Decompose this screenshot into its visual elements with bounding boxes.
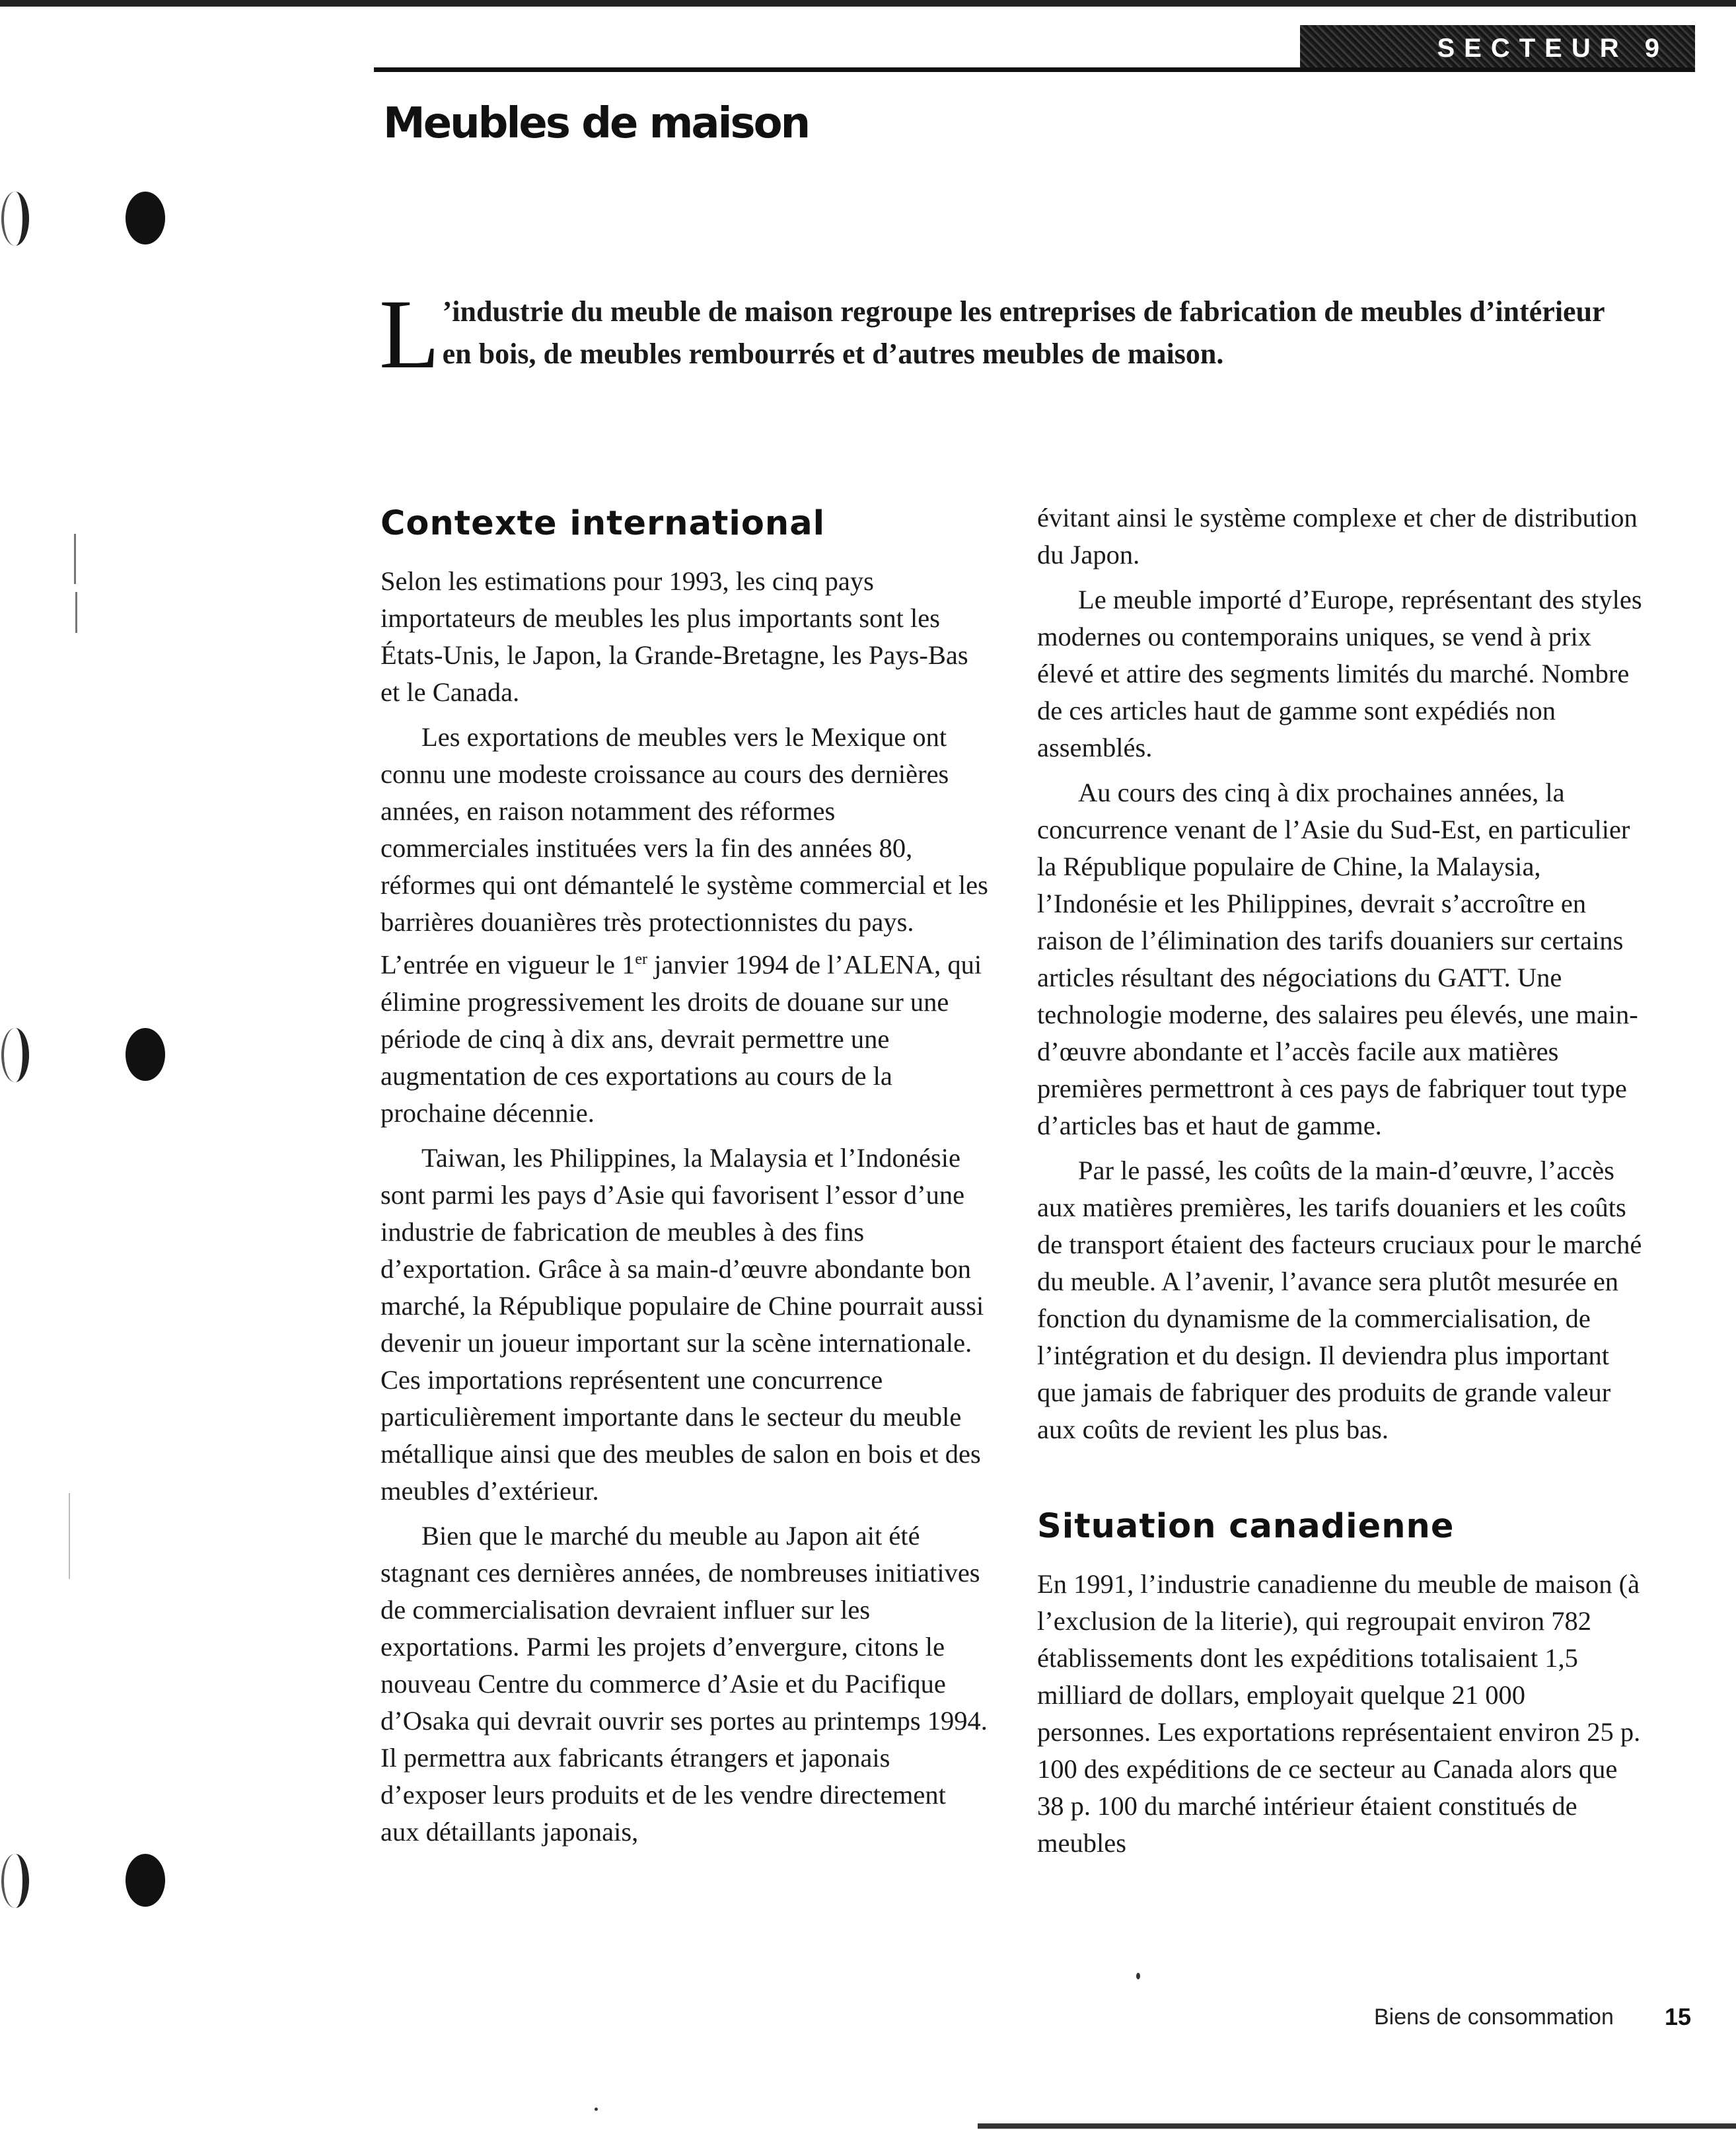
superscript: er — [635, 951, 647, 968]
heading-situation-canadienne: Situation canadienne — [1037, 1507, 1455, 1546]
binder-hole-middle — [126, 1028, 165, 1081]
footer-section-label: Biens de consommation — [1374, 2004, 1614, 2030]
header-rule — [374, 67, 1695, 72]
paragraph: En 1991, l’industrie canadienne du meuble de maison (à l’exclusion de la literie), qui regroupait environ 782 établissements dont les expéditions totalisaient 1,5 milliard de dollars, employait quelque 21 000 personnes. Les exportations représentaient environ 25 p. 100 des expéditions de ce secteur au Canada alors que 38 p. 100 du marché intérieur étaient constitués de meubles — [1037, 1569, 1641, 1858]
paragraph-text: Les exportations de meubles vers le Mexique ont connu une modeste croissance au cours des dernières années, en raison notamment des réformes commerciales instituées vers la fin des années 80, réformes qui ont démantelé le système commercial et les barrières douanières très protectionnistes du pays. L’entrée en vigueur le 1 — [380, 722, 988, 980]
paragraph: Taiwan, les Philippines, la Malaysia et l’Indonésie sont parmi les pays d’Asie qui favorisent l’essor d’une industrie de fabrication de meubles à des fins d’exportation. Grâce à sa main-d’œuvre abondante bon marché, la République populaire de Chine pourrait aussi devenir un joueur important sur la scène internationale. Ces importations représentent une concurrence particulièrement importante dans le secteur du meuble métallique ainsi que des meubles de salon en bois et des meubles d’extérieur. — [380, 1142, 984, 1506]
paragraph: Au cours des cinq à dix prochaines années, la concurrence venant de l’Asie du Sud-Est, en particulier la République populaire de Chine, la Malaysia, l’Indonésie et les Philippines, devrait s’accroître en raison de l’élimination des tarifs douaniers sur certains articles résultant des négociations du GATT. Une technologie moderne, des salaires peu élevés, une main-d’œuvre abondante et l’accès facile aux matières premières permettront à ces pays de fabriquer tout type d’articles bas et haut de gamme. — [1037, 778, 1638, 1140]
paragraph: Bien que le marché du meuble au Japon ait été stagnant ces dernières années, de nombreuses initiatives de commercialisation devraient influer sur les exportations. Parmi les projets d’envergure, citons le nouveau Centre du commerce d’Asie et du Pacifique d’Osaka qui devrait ouvrir ses portes au printemps 1994. Il permettra aux fabricants étrangers et japonais d’exposer leurs produits et de les vendre directement aux détaillants japonais, — [380, 1520, 988, 1847]
paragraph-text: janvier 1994 de l’ALENA, qui élimine progressivement les droits de douane sur une période de cinq à dix ans, devrait permettre une augmentation de ces exportations au cours de la prochaine décennie. — [380, 949, 982, 1128]
lead-text: ’industrie du meuble de maison regroupe les entreprises de fabrication de meubles d’intérieur en bois, de meubles rembourrés et d’autres meubles de maison. — [442, 295, 1605, 370]
scan-top-edge — [0, 0, 1736, 7]
heading-contexte-international: Contexte international — [380, 504, 826, 543]
margin-mark — [69, 1493, 70, 1579]
binder-ring-middle — [1, 1028, 29, 1082]
drop-cap: L — [379, 279, 440, 389]
page-title: Meubles de maison — [383, 99, 809, 148]
left-column — [380, 501, 988, 1858]
scan-speck — [595, 2108, 598, 2111]
scan-bottom-edge — [978, 2123, 1736, 2129]
page-number: 15 — [1665, 2003, 1692, 2030]
paragraph: évitant ainsi le système complexe et cher de distribution du Japon. — [1037, 503, 1638, 569]
binder-hole-top — [126, 192, 165, 244]
paragraph — [380, 719, 988, 1132]
binder-ring-bottom — [1, 1854, 29, 1908]
right-column — [1037, 499, 1645, 1870]
paragraph: Le meuble importé d’Europe, représentant des styles modernes ou contemporains uniques, se vend à prix élevé et attire des segments limités du marché. Nombre de ces articles haut de gamme sont expédiés non assemblés. — [1037, 585, 1642, 762]
binder-hole-bottom — [126, 1854, 165, 1907]
section-tab — [1300, 25, 1695, 71]
binder-ring-top — [1, 192, 29, 246]
section-tab-label: SECTEUR 9 — [1437, 33, 1669, 63]
margin-mark — [75, 592, 77, 633]
lead-paragraph — [379, 279, 1638, 389]
paragraph: Par le passé, les coûts de la main-d’œuvre, l’accès aux matières premières, les tarifs douaniers et les coûts de transport étaient des facteurs cruciaux pour le marché du meuble. A l’avenir, l’avance sera plutôt mesurée en fonction du dynamisme de la commercialisation, de l’intégration et du design. Il deviendra plus important que jamais de fabriquer des produits de grande valeur aux coûts de revient les plus bas. — [1037, 1156, 1642, 1444]
paragraph: Selon les estimations pour 1993, les cinq pays importateurs de meubles les plus importants sont les États-Unis, le Japon, la Grande-Bretagne, les Pays-Bas et le Canada. — [380, 566, 968, 707]
margin-mark — [74, 534, 76, 584]
scan-speck — [1136, 1973, 1140, 1979]
